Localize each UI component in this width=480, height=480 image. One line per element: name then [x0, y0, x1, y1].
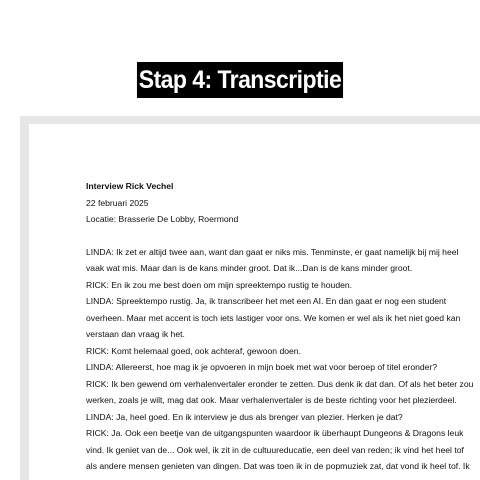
- transcript-line: werken, zoals je wilt, mag dat ook. Maar verhalenvertaler is de beste richting voor het plezierdeel.: [86, 395, 457, 405]
- page-title: Stap 4: Transcriptie: [137, 62, 343, 98]
- paragraph-gap: [86, 228, 466, 244]
- document-location: Locatie: Brasserie De Lobby, Roermond: [86, 214, 239, 224]
- transcript-line: RICK: Komt helemaal goed, ook achteraf, gewoon doen.: [86, 345, 301, 356]
- transcript-line: LINDA: Ja, heel goed. En ik interview je dus als brenger van plezier. Herken je dat?: [86, 411, 403, 422]
- document-page: [29, 124, 480, 480]
- transcript-line: RICK: En ik zou me best doen om mijn spreektempo rustig te houden.: [86, 279, 353, 290]
- transcript-line: verstaan dan vraag ik het.: [86, 329, 185, 339]
- document-heading: Interview Rick Vechel: [86, 181, 174, 191]
- transcript-line: vind. Ik geniet van de... Ook wel, ik zit in de cultuureducatie, een deel van reden; ik vind het heel tof: [86, 444, 464, 455]
- transcript-line: LINDA: Ik zet er altijd twee aan, want dan gaat er niks mis. Tenminste, er gaat namelijk bij mij heel: [86, 246, 459, 257]
- transcript-line: als andere mensen genieten van dingen. Dat was toen ik in de popmuziek zat, dat vond ik heel tof. Ik: [86, 461, 470, 471]
- transcript-line: LINDA: Allereerst, hoe mag ik je opvoeren in mijn boek met wat voor beroep of titel eronder?: [86, 362, 438, 372]
- document-date: 22 februari 2025: [86, 197, 149, 208]
- transcript-text: [86, 178, 474, 475]
- document-frame: [20, 116, 480, 480]
- transcript-line: LINDA: Spreektempo rustig. Ja, ik transcribeer het met een AI. En dan gaat er nog een student: [86, 296, 447, 306]
- transcript-line: vaak wat mis. Maar dan is de kans minder groot. Dat ik...Dan is de kans minder groot.: [86, 263, 413, 273]
- transcript-line: overheen. Maar met accent is toch iets lastiger voor ons. We komen er wel als ik het niet goed kan: [86, 312, 461, 323]
- transcript-line: RICK: Ja. Ook een beetje van de uitgangspunten waardoor ik überhaupt Dungeons & Dragons leuk: [86, 428, 464, 438]
- transcript-line: RICK: Ik ben gewend om verhalenvertaler eronder te zetten. Dus denk ik dat dan. Of als het beter zou: [86, 378, 474, 389]
